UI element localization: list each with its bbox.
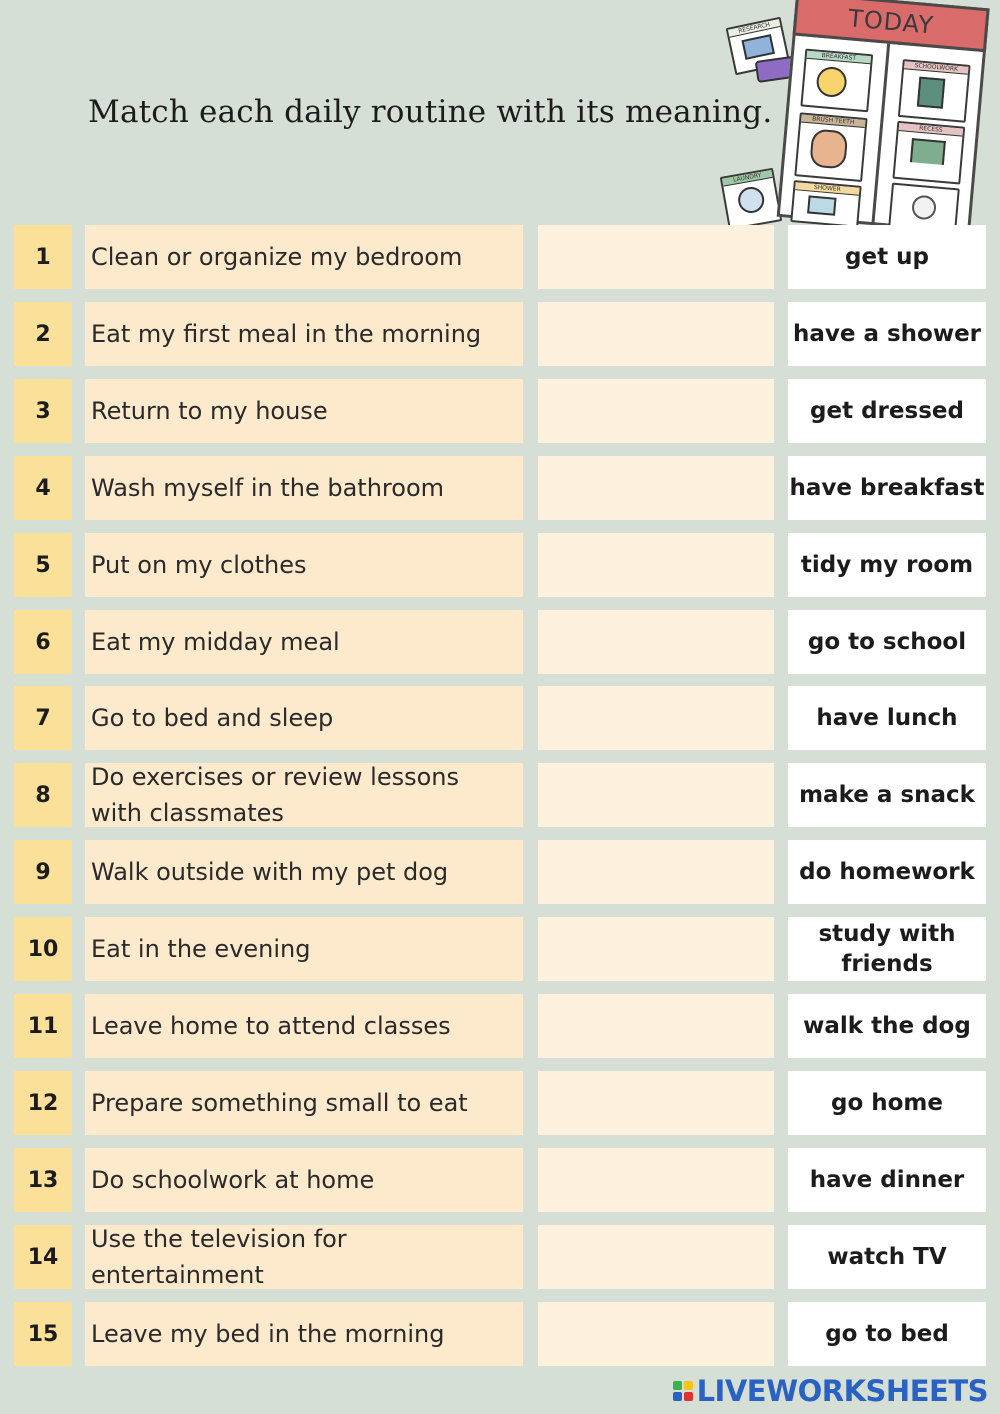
research-card-label: RESEARCH bbox=[728, 19, 781, 38]
match-row bbox=[0, 302, 1000, 366]
match-row bbox=[0, 456, 1000, 520]
routine-option: have lunch bbox=[788, 686, 986, 750]
routine-option: go to bed bbox=[788, 1302, 986, 1366]
match-row bbox=[0, 379, 1000, 443]
answer-input[interactable] bbox=[538, 917, 774, 981]
row-number: 13 bbox=[14, 1148, 72, 1212]
match-row bbox=[0, 840, 1000, 904]
routine-description: Clean or organize my bedroom bbox=[85, 225, 523, 289]
recess-card-label: RECESS bbox=[899, 123, 963, 137]
match-row bbox=[0, 1302, 1000, 1366]
routine-description: Walk outside with my pet dog bbox=[85, 840, 523, 904]
row-number: 11 bbox=[14, 994, 72, 1058]
row-number: 12 bbox=[14, 1071, 72, 1135]
routine-option: have a shower bbox=[788, 302, 986, 366]
breakfast-card bbox=[800, 49, 873, 113]
answer-input[interactable] bbox=[538, 994, 774, 1058]
laundry-card-label: LAUNDRY bbox=[722, 170, 773, 187]
routine-option: walk the dog bbox=[788, 994, 986, 1058]
routine-description: Use the television for entertainment bbox=[85, 1225, 523, 1289]
match-row bbox=[0, 917, 1000, 981]
routine-description: Do schoolwork at home bbox=[85, 1148, 523, 1212]
liveworksheets-logo-icon bbox=[673, 1381, 693, 1401]
routine-description: Eat in the evening bbox=[85, 917, 523, 981]
match-row bbox=[0, 533, 1000, 597]
row-number: 2 bbox=[14, 302, 72, 366]
row-number: 15 bbox=[14, 1302, 72, 1366]
row-number: 5 bbox=[14, 533, 72, 597]
brand-name: LIVEWORKSHEETS bbox=[696, 1374, 988, 1408]
clock-icon bbox=[911, 194, 937, 220]
match-row bbox=[0, 686, 1000, 750]
match-row bbox=[0, 225, 1000, 289]
routine-option: have breakfast bbox=[788, 456, 986, 520]
routine-option: tidy my room bbox=[788, 533, 986, 597]
laptop-icon bbox=[741, 34, 775, 60]
shower-card bbox=[790, 180, 861, 228]
schoolwork-card bbox=[898, 59, 971, 123]
answer-input[interactable] bbox=[538, 610, 774, 674]
match-row bbox=[0, 1071, 1000, 1135]
match-row bbox=[0, 1225, 1000, 1289]
shower-head-icon bbox=[807, 195, 836, 215]
today-chart-heading: TODAY bbox=[847, 4, 936, 40]
answer-input[interactable] bbox=[538, 1225, 774, 1289]
breakfast-card-label: BREAKFAST bbox=[807, 51, 871, 65]
routine-description: Return to my house bbox=[85, 379, 523, 443]
routine-option: get up bbox=[788, 225, 986, 289]
routine-description: Go to bed and sleep bbox=[85, 686, 523, 750]
recess-card bbox=[892, 121, 965, 185]
answer-input[interactable] bbox=[538, 533, 774, 597]
routine-description: Eat my first meal in the morning bbox=[85, 302, 523, 366]
match-row bbox=[0, 610, 1000, 674]
washing-machine-icon bbox=[736, 185, 766, 215]
routine-description: Leave home to attend classes bbox=[85, 994, 523, 1058]
answer-input[interactable] bbox=[538, 1302, 774, 1366]
row-number: 7 bbox=[14, 686, 72, 750]
routine-description: Eat my midday meal bbox=[85, 610, 523, 674]
answer-input[interactable] bbox=[538, 1148, 774, 1212]
row-number: 8 bbox=[14, 763, 72, 827]
answer-input[interactable] bbox=[538, 225, 774, 289]
row-number: 1 bbox=[14, 225, 72, 289]
match-row bbox=[0, 994, 1000, 1058]
brush-teeth-card-label: BRUSH TEETH bbox=[801, 114, 865, 128]
routine-option: go home bbox=[788, 1071, 986, 1135]
face-icon bbox=[809, 128, 848, 169]
shower-card-label: SHOWER bbox=[795, 182, 859, 196]
routine-option: get dressed bbox=[788, 379, 986, 443]
match-row bbox=[0, 763, 1000, 827]
page-title: Match each daily routine with its meaning. bbox=[88, 94, 773, 130]
laundry-card-image bbox=[720, 168, 783, 231]
routine-description: Prepare something small to eat bbox=[85, 1071, 523, 1135]
row-number: 10 bbox=[14, 917, 72, 981]
match-row bbox=[0, 1148, 1000, 1212]
breakfast-plate-icon bbox=[815, 66, 848, 99]
row-number: 14 bbox=[14, 1225, 72, 1289]
answer-input[interactable] bbox=[538, 1071, 774, 1135]
answer-input[interactable] bbox=[538, 840, 774, 904]
liveworksheets-logo bbox=[673, 1374, 988, 1408]
routine-option: watch TV bbox=[788, 1225, 986, 1289]
routine-option: make a snack bbox=[788, 763, 986, 827]
swing-icon bbox=[910, 138, 946, 165]
routine-description: Leave my bed in the morning bbox=[85, 1302, 523, 1366]
brush-teeth-card bbox=[794, 112, 867, 182]
routine-option: go to school bbox=[788, 610, 986, 674]
routine-option: study with friends bbox=[788, 917, 986, 981]
row-number: 6 bbox=[14, 610, 72, 674]
books-icon bbox=[917, 77, 946, 109]
row-number: 9 bbox=[14, 840, 72, 904]
routine-description: Wash myself in the bathroom bbox=[85, 456, 523, 520]
routine-description: Put on my clothes bbox=[85, 533, 523, 597]
schoolwork-card-label: SCHOOLWORK bbox=[904, 61, 968, 75]
row-number: 3 bbox=[14, 379, 72, 443]
answer-input[interactable] bbox=[538, 302, 774, 366]
today-chart bbox=[777, 0, 990, 234]
answer-input[interactable] bbox=[538, 763, 774, 827]
answer-input[interactable] bbox=[538, 686, 774, 750]
routine-option: have dinner bbox=[788, 1148, 986, 1212]
row-number: 4 bbox=[14, 456, 72, 520]
answer-input[interactable] bbox=[538, 379, 774, 443]
answer-input[interactable] bbox=[538, 456, 774, 520]
routine-option: do homework bbox=[788, 840, 986, 904]
routine-description: Do exercises or review lessons with classmates bbox=[85, 763, 523, 827]
